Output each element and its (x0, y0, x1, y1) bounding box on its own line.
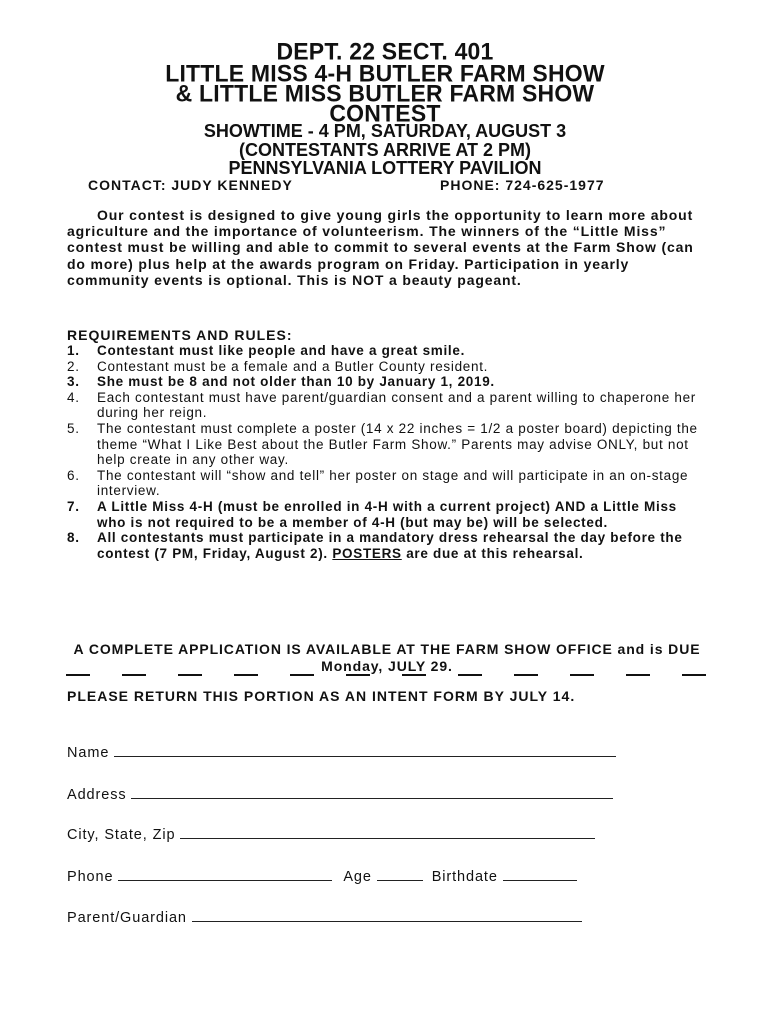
phone-label: Phone (67, 869, 114, 885)
cut-line (66, 674, 716, 684)
return-notice: PLEASE RETURN THIS PORTION AS AN INTENT FORM BY JULY 14. (67, 688, 576, 704)
phone-field (67, 866, 577, 886)
contact-phone: PHONE: 724-625-1977 (440, 177, 605, 193)
title-line-2: & LITTLE MISS BUTLER FARM SHOW (175, 79, 595, 107)
rules-list (67, 343, 707, 561)
contact-row (88, 176, 688, 194)
intro-text: Our contest is designed to give young girls the opportunity to learn more about agriculture and the importance of volunteerism. The winners of the “Little Miss” contest must be willing and able to commit to several events at the Farm Show (can do more) plus help at the awards program on Friday. Participation in yearly community events is optional. This is NOT a beauty pageant. (67, 207, 694, 288)
birthdate-blank[interactable] (503, 866, 577, 881)
name-label: Name (67, 745, 110, 761)
intro-paragraph (67, 207, 707, 288)
age-label: Age (343, 869, 372, 885)
rule-item: 2. Contestant must be a female and a Butler County resident. (67, 358, 489, 374)
address-field (67, 784, 613, 804)
address-blank[interactable] (131, 784, 613, 799)
address-label: Address (67, 787, 127, 803)
name-field (67, 742, 616, 762)
contact-name: CONTACT: JUDY KENNEDY (88, 177, 293, 193)
rule-item: 3. She must be 8 and not older than 10 by January 1, 2019. (67, 374, 495, 390)
phone-blank[interactable] (118, 866, 332, 881)
city-blank[interactable] (180, 824, 595, 839)
birthdate-label: Birthdate (431, 869, 498, 885)
city-field (67, 824, 595, 844)
rule-item: 1. Contestant must like people and have a great smile. (67, 343, 466, 358)
city-label: City, State, Zip (67, 827, 176, 843)
venue: PENNSYLVANIA LOTTERY PAVILION (228, 158, 542, 178)
name-blank[interactable] (114, 742, 616, 757)
parent-field (67, 907, 582, 927)
parent-blank[interactable] (192, 907, 582, 922)
requirements-heading: REQUIREMENTS AND RULES: (67, 327, 293, 343)
rule-item: 4. Each contestant must have parent/guardian consent and a parent willing to chaperone her during her reign. (67, 389, 697, 421)
rule-item: 5. The contestant must complete a poster (14 x 22 inches = 1/2 a poster board) depicting the theme “What I Like Best about the Butler Farm Show.” Parents may advise ONLY, but not help create in any other way. (67, 420, 698, 468)
showtime: SHOWTIME - 4 PM, SATURDAY, AUGUST 3 (203, 121, 567, 141)
rule-item: 7. A Little Miss 4-H (must be enrolled in 4-H with a current project) AND a Little Miss who is not required to be a member of 4-H (but may be) will be selected. (67, 498, 677, 530)
title-line-3: CONTEST (329, 99, 441, 127)
arrive-time: (CONTESTANTS ARRIVE AT 2 PM) (239, 140, 531, 160)
application-notice: A COMPLETE APPLICATION IS AVAILABLE AT THE FARM SHOW OFFICE and is DUE Monday, JULY 29. (73, 641, 701, 674)
rule-item: 8. All contestants must participate in a mandatory dress rehearsal the day before the contest (7 PM, Friday, August 2). POSTERS are due at this rehearsal. (67, 530, 683, 561)
posters-underlined: POSTERS (332, 545, 402, 561)
parent-label: Parent/Guardian (67, 910, 187, 926)
age-blank[interactable] (377, 866, 423, 881)
rule-item: 6. The contestant will “show and tell” her poster on stage and will participate in an on-stage interview. (67, 467, 689, 499)
dept-section-heading: DEPT. 22 SECT. 401 (276, 37, 494, 65)
title-line-1: LITTLE MISS 4-H BUTLER FARM SHOW (165, 59, 605, 87)
